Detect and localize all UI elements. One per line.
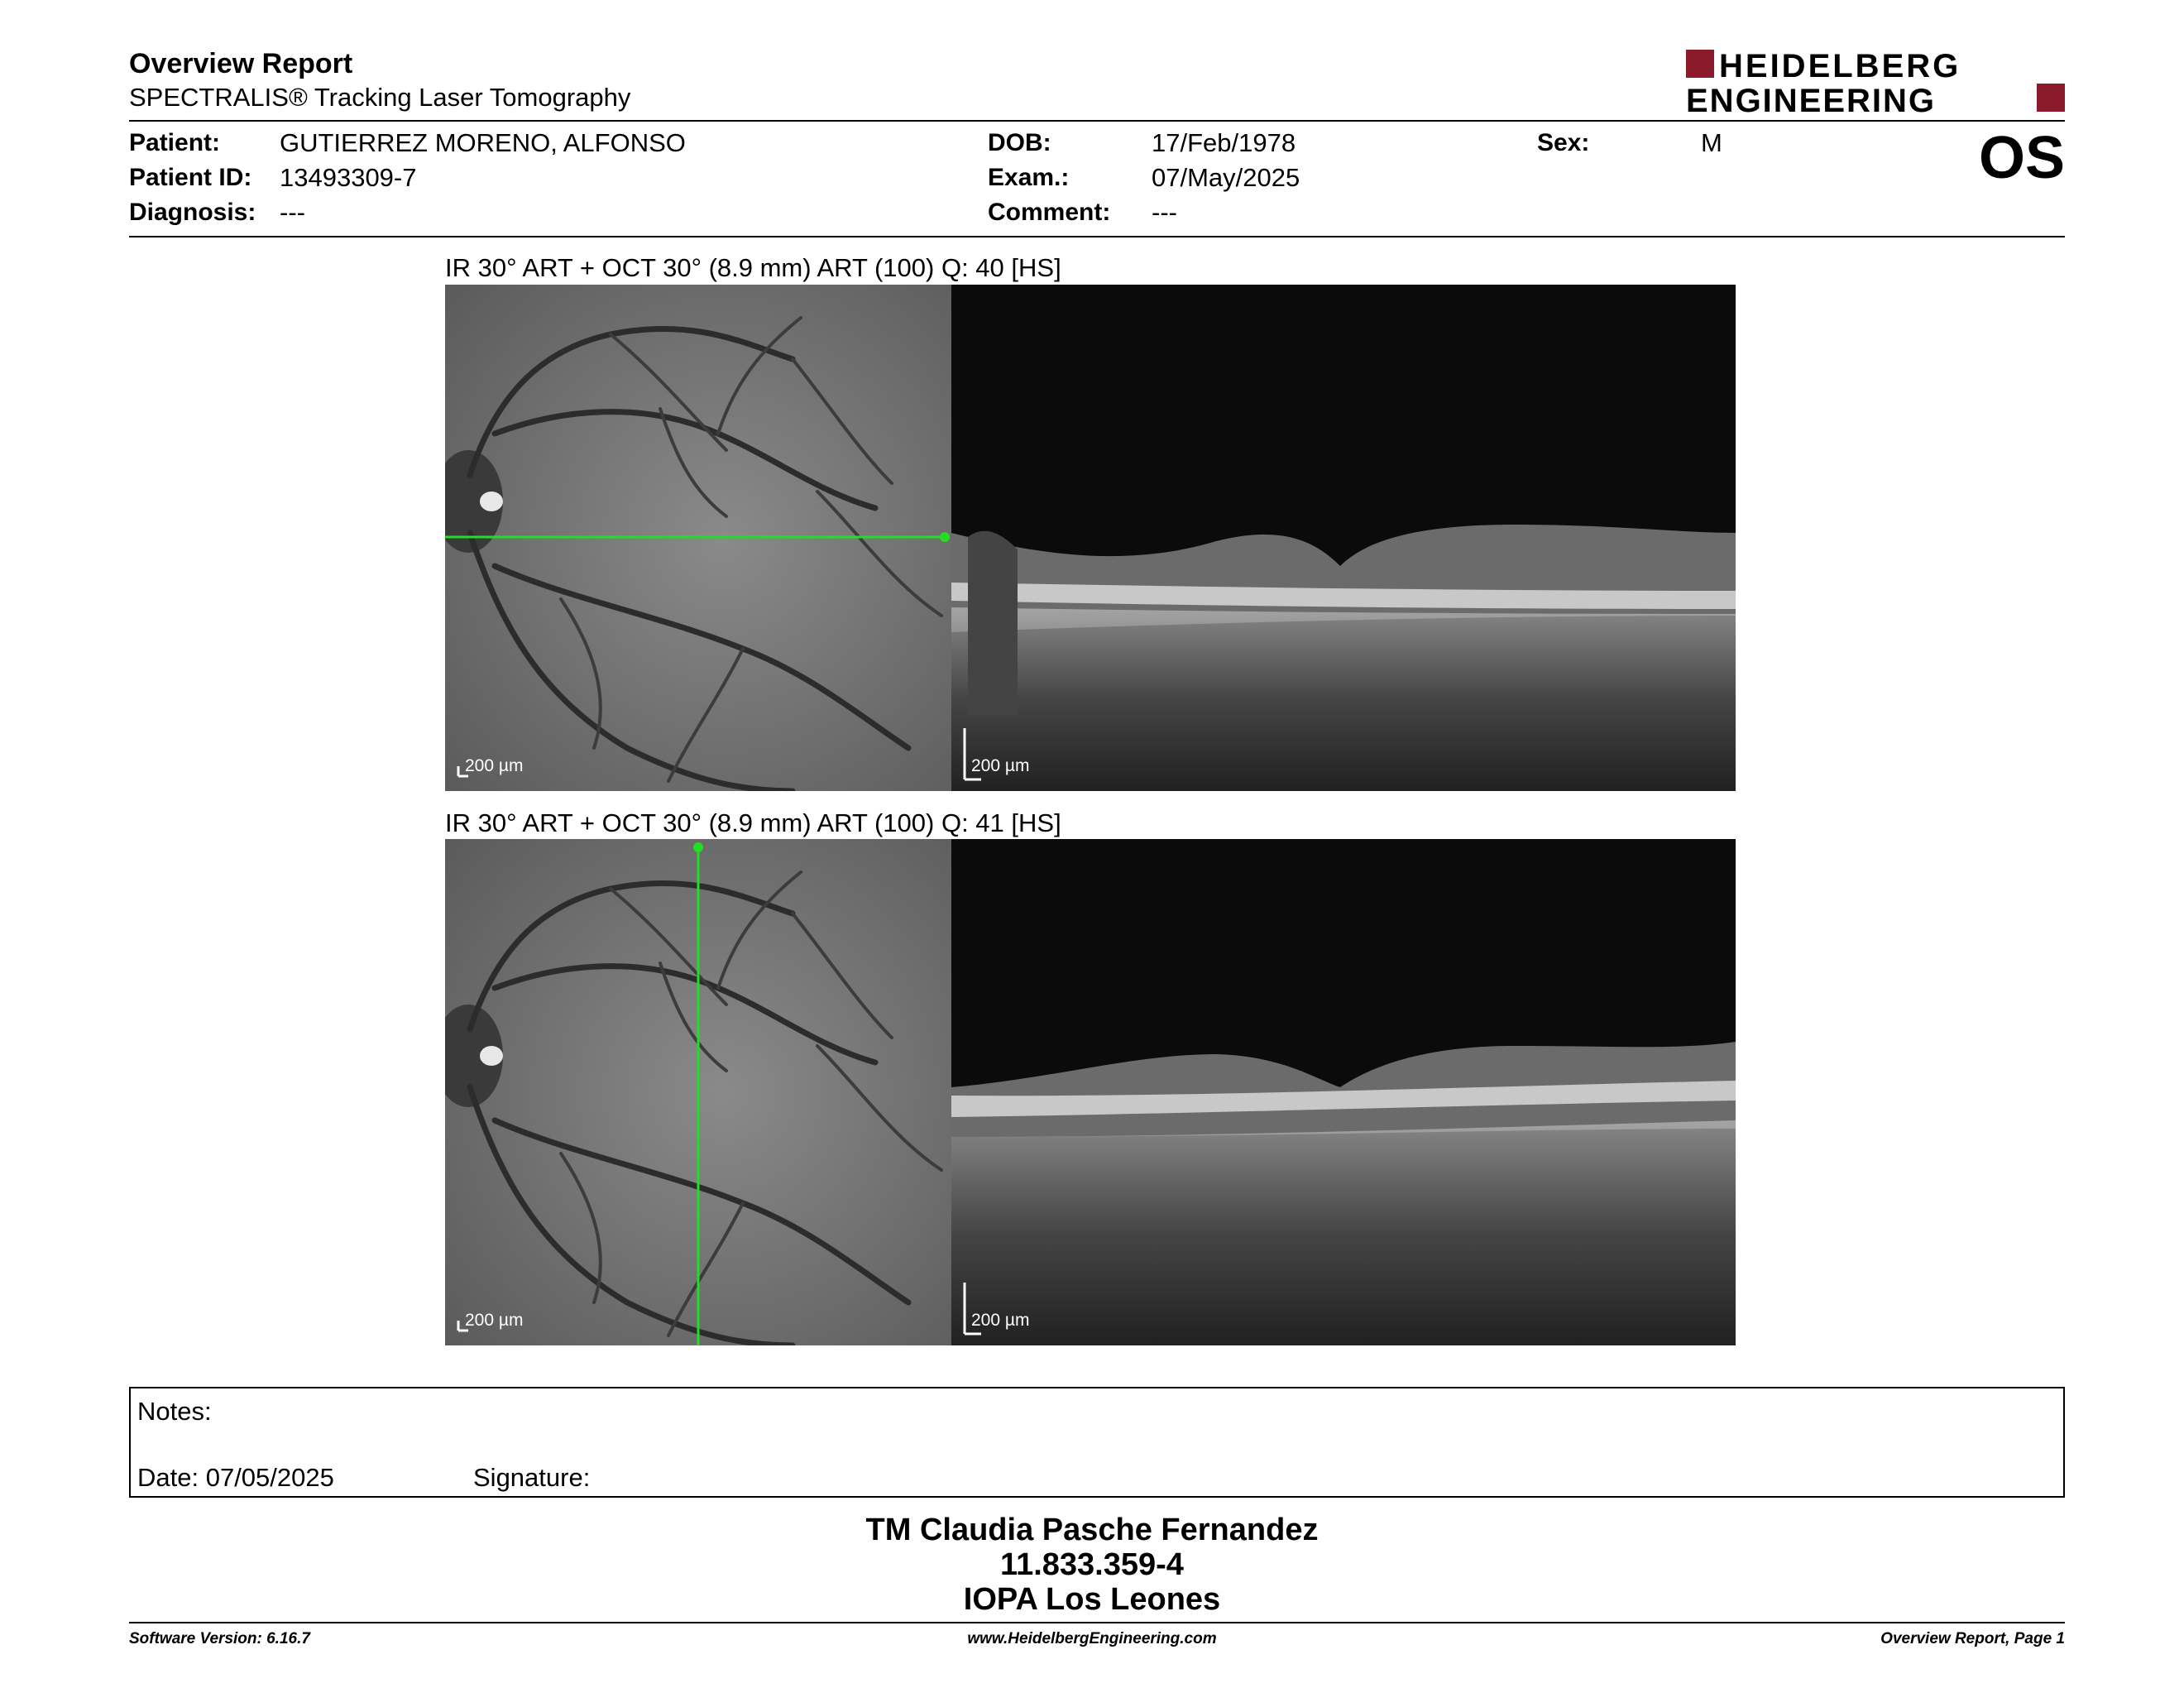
ir-scale-label-1: 200 µm [465, 756, 524, 775]
svg-text:ENGINEERING: ENGINEERING [1686, 83, 1937, 114]
report-title: Overview Report [129, 48, 353, 79]
diagnosis-label: Diagnosis: [129, 199, 256, 226]
scan-line-arrow-2 [693, 842, 703, 852]
page-number: Overview Report, Page 1 [1880, 1630, 2065, 1647]
notes-box [129, 1387, 2065, 1498]
ir-scale-label-2: 200 µm [465, 1311, 524, 1330]
stamp-institution: IOPA Los Leones [963, 1582, 1221, 1617]
scan-2-title: IR 30° ART + OCT 30° (8.9 mm) ART (100) Q: 41 [HS] [445, 808, 1061, 837]
ir-fundus-image-1 [445, 285, 951, 791]
eye-laterality: OS [1978, 125, 2065, 191]
patient-id: 13493309-7 [280, 163, 417, 192]
scan-line-arrow [940, 532, 950, 542]
ir-fundus-image-2 [445, 839, 951, 1345]
oct-scale-label-1: 200 µm [971, 756, 1030, 775]
oct-scale-label-2: 200 µm [971, 1311, 1030, 1330]
dob-value: 17/Feb/1978 [1152, 128, 1296, 157]
logo-mark-bottom [2037, 84, 2065, 112]
sex-value: M [1701, 128, 1722, 157]
software-version: Software Version: 6.16.7 [129, 1630, 310, 1647]
scan-1-title: IR 30° ART + OCT 30° (8.9 mm) ART (100) Q: 40 [HS] [445, 253, 1061, 282]
sex-label: Sex: [1537, 129, 1590, 156]
comment-value: --- [1152, 198, 1177, 227]
diagnosis-value: --- [280, 198, 305, 227]
scan-2-panel [445, 839, 1736, 1345]
comment-label: Comment: [988, 199, 1111, 226]
patient-name: GUTIERREZ MORENO, ALFONSO [280, 128, 686, 157]
oct-bscan-image-2 [951, 839, 1736, 1345]
stamp-name: TM Claudia Pasche Fernandez [865, 1513, 1319, 1547]
patient-id-label: Patient ID: [129, 164, 252, 191]
patient-label: Patient: [129, 129, 221, 156]
exam-label: Exam.: [988, 164, 1070, 191]
oct-bscan-image-1 [951, 285, 1736, 791]
website-link[interactable]: www.HeidelbergEngineering.com [967, 1630, 1217, 1647]
logo-mark-top [1686, 50, 1714, 78]
svg-text:HEIDELBERG: HEIDELBERG [1719, 48, 1961, 84]
report-subtitle: SPECTRALIS® Tracking Laser Tomography [129, 83, 631, 112]
scan-1-panel [445, 285, 1736, 791]
header-divider [129, 120, 2065, 122]
signature-label: Signature: [473, 1463, 591, 1492]
exam-date: 07/May/2025 [1152, 163, 1300, 192]
date-label: Date: 07/05/2025 [137, 1463, 334, 1492]
heidelberg-logo [1686, 48, 2065, 114]
info-divider [129, 236, 2065, 237]
footer-divider [129, 1622, 2065, 1623]
notes-label: Notes: [137, 1397, 212, 1426]
dob-label: DOB: [988, 129, 1051, 156]
stamp-id: 11.833.359-4 [1000, 1547, 1184, 1582]
